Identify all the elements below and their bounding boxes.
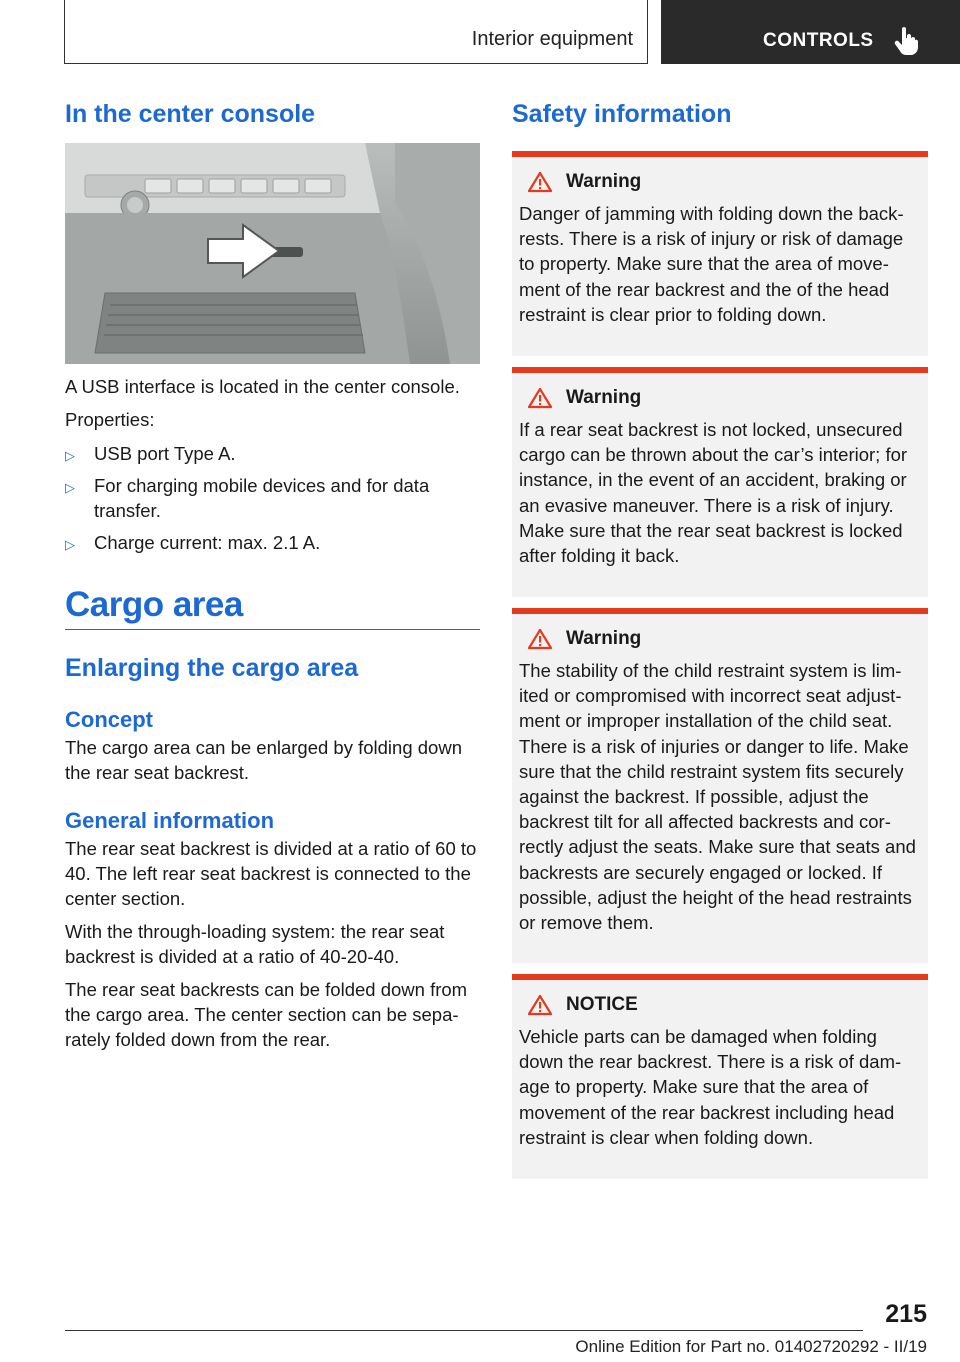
general-information-heading: General information (65, 808, 275, 833)
cargo-area-heading-block (65, 585, 480, 630)
properties-label: Properties: (65, 409, 155, 430)
general-paragraph: With the through-loading system: the rear seat backrest is divided at a ratio of 40-20-40. (65, 921, 445, 967)
list-item: ▷ USB port Type A. (65, 441, 480, 466)
warning-title: Warning (566, 387, 642, 408)
center-console-figure (65, 143, 480, 364)
enlarging-cargo-heading: Enlarging the cargo area (65, 654, 359, 682)
triangle-bullet-icon: ▷ (65, 537, 75, 552)
warning-title: Warning (566, 628, 642, 649)
list-item: ▷ Charge current: max. 2.1 A. (65, 530, 480, 555)
header-section-title: Interior equipment (471, 28, 633, 50)
warning-box (512, 367, 928, 597)
notice-text: Vehicle parts can be damaged when folding down the rear backrest. There is a risk of damage to property. Make sure that the area of movement of the rear backrest including head restraint is clear when folding down. (519, 1026, 902, 1148)
notice-title: NOTICE (566, 994, 638, 1015)
usb-intro-text: A USB interface is located in the center console. (65, 376, 460, 397)
warning-text: The stability of the child restraint system is limited or compromised with incorrect seat adjustment or improper installation of the child seat. There is a risk of injuries or danger to life. Make sure that the child restraint system fits securely against the backrest. If possible, adjust the backrest tilt for all affected backrests and correctly adjust the seats. Make sure that seats and backrests are securely engaged or locked. If possible, adjust the height of the head restraints or remove them. (519, 660, 916, 934)
warning-text: Danger of jamming with folding down the backrests. There is a risk of injury or risk of damage to property. Make sure that the area of movement of the rear backrest and the of the head restraint is clear prior to folding down. (519, 203, 904, 325)
footer-divider (65, 1330, 863, 1331)
right-column (512, 100, 928, 1179)
header-chapter-title: CONTROLS (763, 30, 874, 51)
warning-box (512, 151, 928, 356)
properties-list (65, 441, 480, 555)
notice-box (512, 974, 928, 1179)
triangle-bullet-icon: ▷ (65, 480, 75, 495)
left-column (65, 100, 480, 1052)
general-paragraph: The rear seat backrests can be folded down from the cargo area. The center section can be separately folded down from the rear. (65, 979, 468, 1050)
warning-box (512, 608, 928, 963)
general-paragraph: The rear seat backrest is divided at a ratio of 60 to 40. The left rear seat backrest is connected to the center section. (65, 838, 477, 909)
footer-edition: Online Edition for Part no. 01402720292 - II/19 (575, 1337, 927, 1356)
warning-triangle-icon (527, 628, 553, 650)
header-section-box (64, 0, 648, 64)
warning-triangle-icon (527, 387, 553, 409)
center-console-heading: In the center console (65, 100, 316, 128)
warning-triangle-icon (527, 994, 553, 1016)
cargo-area-heading: Cargo area (65, 585, 243, 624)
concept-heading: Concept (65, 707, 153, 732)
list-item: ▷ For charging mobile devices and for data transfer. (65, 475, 430, 521)
page-number: 215 (885, 1300, 927, 1328)
warning-text: If a rear seat backrest is not locked, unsecured cargo can be thrown about the car’s interior; for instance, in the event of an accident, braking or an evasive maneuver. There is a risk of injury. Make sure that the rear seat backrest is locked after folding it back. (519, 419, 908, 567)
warning-title: Warning (566, 171, 642, 192)
safety-information-heading: Safety information (512, 100, 732, 128)
triangle-bullet-icon: ▷ (65, 448, 75, 463)
pointing-hand-icon (893, 26, 919, 56)
warning-triangle-icon (527, 171, 553, 193)
header-chapter-tab (661, 0, 960, 64)
concept-text: The cargo area can be enlarged by folding down the rear seat backrest. (65, 737, 462, 783)
